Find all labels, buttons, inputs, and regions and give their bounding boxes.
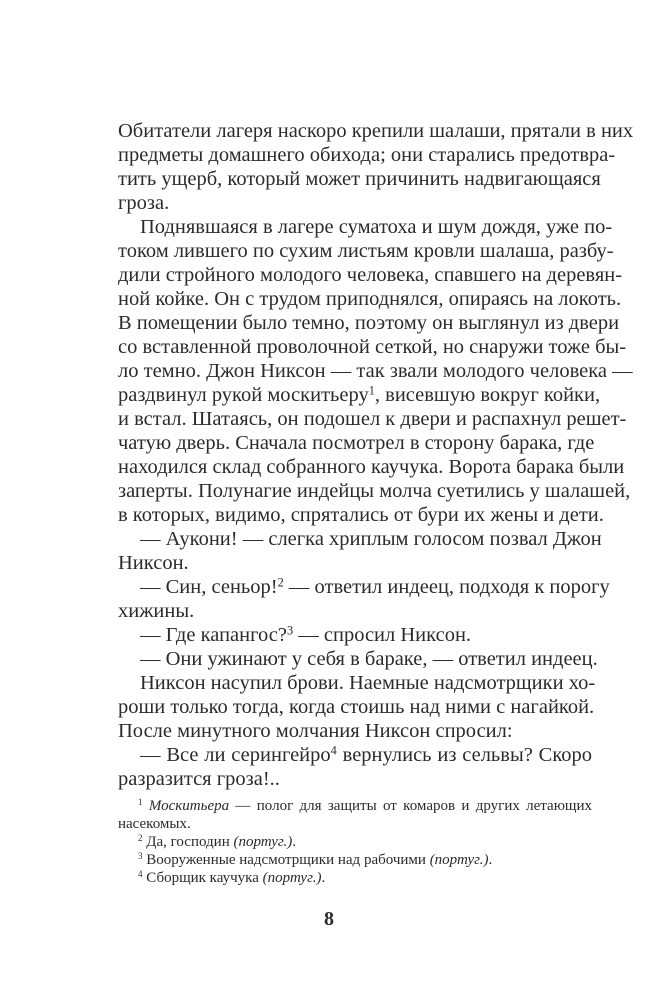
- footnote-2: [138, 833, 592, 851]
- footnote-ref: 3: [286, 623, 294, 638]
- text-line: заперты. Полунагие индейцы молча суетились у шалашей,: [118, 480, 631, 502]
- text-line: роши только тогда, когда стоишь над ними с нагайкой.: [118, 696, 595, 718]
- text-line: — Они ужинают у себя в бараке, — ответил индеец.: [140, 648, 598, 670]
- footnote-note: (португ.): [262, 870, 322, 886]
- text-segment: — ответил индеец, подходя к порогу: [283, 576, 610, 598]
- text-line: разразится гроза!..: [118, 768, 280, 790]
- text-line: После минутного молчания Никсон спросил:: [118, 720, 513, 742]
- text-line: [118, 383, 601, 407]
- footnote-1-cont: насекомых.: [118, 816, 191, 832]
- footnote-3: [138, 851, 592, 869]
- text-segment: — Все ли серингейро: [140, 744, 331, 766]
- text-segment: — Син, сеньор!: [140, 576, 278, 598]
- footnote-text: Вооруженные надсмотрщики над рабочими: [146, 852, 430, 868]
- footnote-4: [138, 869, 592, 887]
- footnote-end: .: [292, 834, 297, 850]
- footnote-ref: 2: [277, 575, 284, 590]
- footnote-note: (португ.): [233, 834, 293, 850]
- text-line: Обитатели лагеря наскоро крепили шалаши, прятали в них: [118, 120, 634, 142]
- footnote-1: [138, 797, 592, 815]
- text-line: находился склад собранного каучука. Ворота барака были: [118, 456, 625, 478]
- footnote-mark: 2: [138, 833, 143, 844]
- text-segment: раздвинул рукой москитьеру: [118, 384, 369, 406]
- text-line: Поднявшаяся в лагере суматоха и шум дождя, уже по-: [140, 216, 613, 238]
- footnote-mark: 3: [138, 851, 143, 862]
- text-line: Никсон насупил брови. Наемные надсмотрщики хо-: [140, 672, 596, 694]
- footnote-end: .: [321, 870, 326, 886]
- text-line: со вставленной проволочной сеткой, но снаружи тоже бы-: [118, 336, 627, 358]
- text-segment: вернулись из сельвы? Скоро: [336, 744, 592, 766]
- text-line: и встал. Шатаясь, он подошел к двери и распахнул решет-: [118, 408, 627, 430]
- text-segment: , висевшую вокруг койки,: [374, 384, 601, 406]
- text-line: Никсон.: [118, 552, 189, 574]
- footnote-note: (португ.): [429, 852, 489, 868]
- text-line: дили стройного молодого человека, спавшего на деревян-: [118, 264, 623, 286]
- text-line: чатую дверь. Сначала посмотрел в сторону барака, где: [118, 432, 595, 454]
- text-line: тить ущерб, который может причинить надвигающаяся: [118, 168, 601, 190]
- footnote-mark: 1: [138, 797, 143, 808]
- text-line: хижины.: [118, 600, 195, 622]
- footnote-text: Сборщик каучука: [146, 870, 263, 886]
- text-line: — Аукони! — слегка хриплым голосом позвал Джон: [140, 528, 602, 550]
- footnote-ref: 4: [330, 743, 337, 758]
- text-line: гроза.: [118, 192, 170, 214]
- footnote-text: Да, господин: [146, 834, 234, 850]
- text-segment: — Где капангос?: [140, 624, 287, 646]
- footnote-mark: 4: [138, 869, 143, 880]
- text-line: ной койке. Он с трудом приподнялся, опираясь на локоть.: [118, 288, 622, 310]
- text-line: ло темно. Джон Никсон — так звали молодого человека —: [118, 360, 633, 382]
- page-number: 8: [324, 908, 334, 930]
- text-line: [140, 743, 592, 767]
- footnote-text: — полог для защиты от комаров и других летающих: [229, 798, 592, 814]
- footnote-ref: 1: [368, 383, 375, 398]
- footnote-end: .: [488, 852, 493, 868]
- footnote-term: Москитьера: [148, 798, 230, 814]
- text-line: предметы домашнего обихода; они старались предотвра-: [118, 144, 616, 166]
- text-line: В помещении было темно, поэтому он выглянул из двери: [118, 312, 620, 334]
- text-line: током лившего по сухим листьям кровли шалаша, разбу-: [118, 240, 614, 262]
- text-line: [140, 575, 610, 599]
- text-line: в которых, видимо, спрятались от бури их жены и дети.: [118, 504, 604, 526]
- text-segment: — спросил Никсон.: [293, 624, 472, 646]
- text-line: [140, 623, 592, 647]
